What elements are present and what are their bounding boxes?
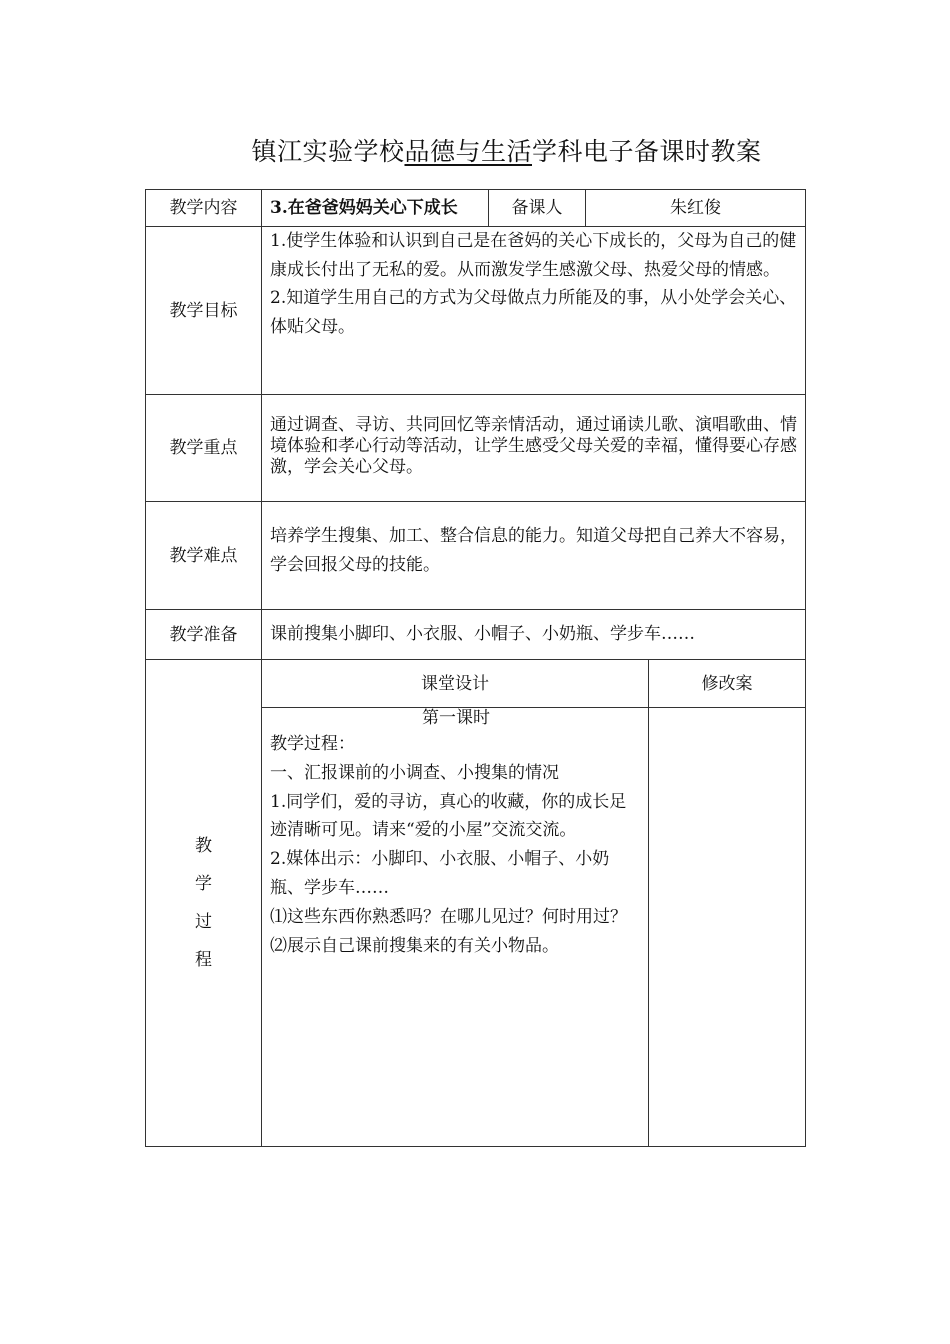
content-label: 教学内容 [169,198,238,218]
design-content [262,706,648,1146]
goal-item-1: 1.使学生体验和认识到自己是在爸妈的关心下成长的，父母为自己的健康成长付出了无私的爱。从而激发学生感激父母、热爱父母的情感。 [270,231,797,280]
key-points-label: 教学重点 [169,438,238,458]
title-school: 镇江实验学校 [251,137,405,166]
title-subject: 品德与生活 [404,137,532,166]
content-value: 3.在爸爸妈妈关心下成长 [270,198,458,218]
difficulties-text: 培养学生搜集、加工、整合信息的能力。知道父母把自己养大不容易，学会回报父母的技能。 [270,526,797,575]
goals-label: 教学目标 [169,300,238,321]
key-points-text: 通过调查、寻访、共同回忆等亲情活动，通过诵读儿歌、演唱歌曲、情境体验和孝心行动等活动，让学生感受父母关爱的幸福，懂得要心存感激，学会关心父母。 [270,415,797,477]
page-title [0,132,950,168]
process-line-3: 1.同学们，爱的寻访，真心的收藏，你的成长足迹清晰可见。请来“爱的小屋”交流交流。 [270,791,627,841]
process-line-5: ⑴这些东西你熟悉吗？在哪儿见过？何时用过？ [270,906,627,927]
process-line-4: 2.媒体出示：小脚印、小衣服、小帽子、小奶瓶、学步车…… [270,849,610,898]
preparation-text: 课前搜集小脚印、小衣服、小帽子、小奶瓶、学步车…… [270,624,695,644]
preparation-label: 教学准备 [169,624,238,645]
title-suffix: 学科电子备课时教案 [532,137,762,166]
revision-header: 修改案 [701,673,753,694]
preparer-label: 备课人 [511,198,563,218]
process-label-char-3: 过 [195,912,212,932]
difficulties-label: 教学难点 [169,545,238,566]
process-label-char-4: 程 [195,950,212,970]
process-label [146,660,261,1146]
design-header: 课堂设计 [421,673,489,694]
goal-item-2: 2.知道学生用自己的方式为父母做点力所能及的事，从小处学会关心、体贴父母。 [270,288,797,337]
lesson-title: 第一课时 [422,708,490,728]
process-line-1: 教学过程： [270,734,355,754]
process-line-6: ⑵展示自己课前搜集来的有关小物品。 [270,935,559,956]
goals-content [262,227,805,394]
preparer-value: 朱红俊 [670,198,721,218]
process-label-char-1: 教 [195,836,212,856]
process-label-char-2: 学 [195,874,212,894]
revision-content [649,708,805,1146]
process-line-2: 一、汇报课前的小调查、小搜集的情况 [270,762,559,783]
